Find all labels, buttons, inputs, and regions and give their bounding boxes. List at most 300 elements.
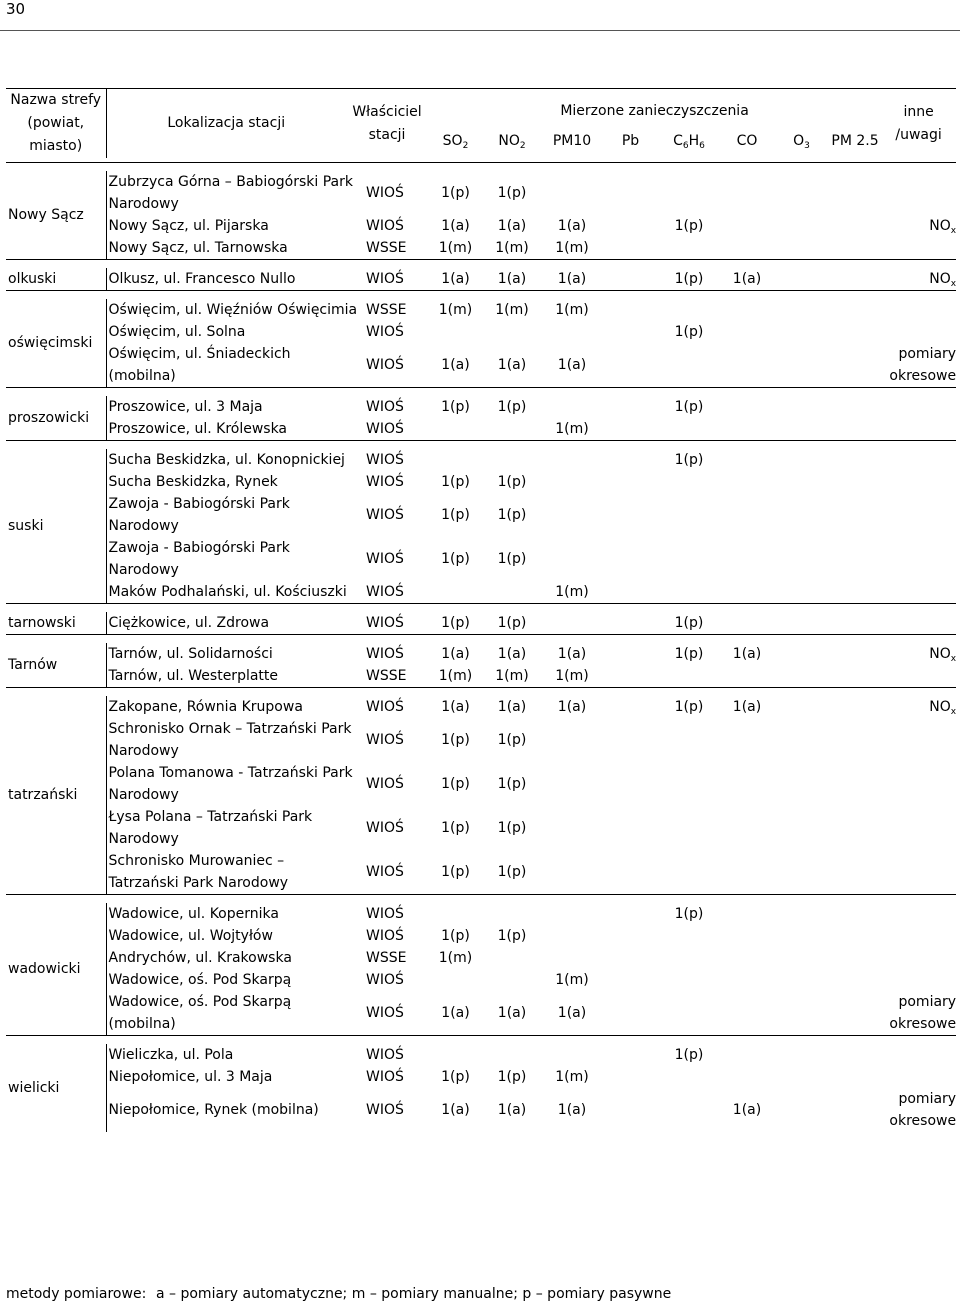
other-cell [881,581,956,604]
measure-pm10-cell [541,471,603,493]
measure-pb-cell [603,299,658,321]
owner-cell: WIOŚ [366,218,404,234]
measure-no2-cell: 1(p) [497,820,527,836]
measure-o3-cell [774,806,829,850]
measure-no2-cell: 1(p) [497,399,527,415]
measure-co-cell: 1(a) [732,271,762,287]
measure-no2-cell: 1(p) [497,185,527,201]
measure-pm25-cell [829,171,881,215]
measure-pb-cell [603,1088,658,1132]
table-row [6,718,956,762]
location-cell: Zawoja - Babiogórski Park Narodowy [108,496,290,534]
table-body [6,163,956,1133]
measure-c6h6-cell [658,418,720,441]
group-spacer [6,291,956,300]
measure-co-cell: 1(a) [732,699,762,715]
measure-no2-cell [483,321,541,343]
measure-pb-cell [603,696,658,718]
measure-c6h6-cell: 1(p) [674,906,704,922]
location-cell: Zawoja - Babiogórski Park Narodowy [108,540,290,578]
measure-pm10-cell [541,903,603,925]
measure-o3-cell [774,471,829,493]
measure-co-cell [720,396,774,418]
measure-pb-cell [603,343,658,388]
measure-pm10-cell: 1(a) [557,646,587,662]
owner-cell: WIOŚ [366,928,404,944]
measure-c6h6-cell [658,1066,720,1088]
header-location: Lokalizacja stacji [106,89,346,159]
measure-c6h6-cell: 1(p) [674,646,704,662]
location-cell: Łysa Polana – Tatrzański Park Narodowy [108,809,313,847]
measure-pm10-cell [541,947,603,969]
table-row [6,299,956,321]
table-row [6,991,956,1036]
location-cell: Oświęcim, ul. Śniadeckich (mobilna) [108,346,291,384]
measure-pm25-cell [829,718,881,762]
measure-o3-cell [774,665,829,688]
measure-no2-cell: 1(a) [497,1102,527,1118]
measure-o3-cell [774,418,829,441]
table-row [6,762,956,806]
measure-o3-cell [774,612,829,635]
measure-so2-cell [428,418,483,441]
measure-so2-cell: 1(a) [441,699,470,715]
other-cell [881,493,956,537]
owner-cell: WIOŚ [366,906,404,922]
measure-pm10-cell: 1(a) [557,271,587,287]
measure-pm25-cell [829,612,881,635]
measure-pm10-cell: 1(m) [555,1069,589,1085]
measure-co-cell [720,237,774,260]
other-cell: pomiary okresowe [889,1091,957,1129]
measure-pm10-cell [541,537,603,581]
owner-cell: WIOŚ [366,271,404,287]
measure-no2-cell [483,449,541,471]
measure-c6h6-cell [658,537,720,581]
table-row [6,237,956,260]
owner-cell: WIOŚ [366,185,404,201]
measure-no2-cell: 1(p) [497,928,527,944]
measure-o3-cell [774,696,829,718]
location-cell: Tarnów, ul. Solidarności [108,646,273,662]
location-cell: Tarnów, ul. Westerplatte [108,668,279,684]
measure-c6h6-cell: 1(p) [674,399,704,415]
district-cell: Tarnów [6,643,106,688]
measure-so2-cell: 1(p) [441,864,470,880]
measure-no2-cell: 1(m) [495,668,529,684]
measure-pm10-cell [541,321,603,343]
header-c6h6: $C_6H_6$ [673,133,705,151]
measure-pb-cell [603,903,658,925]
measure-pm25-cell [829,925,881,947]
measure-pm25-cell [829,1066,881,1088]
measure-pm10-cell [541,925,603,947]
measure-c6h6-cell [658,947,720,969]
group-spacer [6,388,956,397]
measure-o3-cell [774,1088,829,1132]
measure-no2-cell [483,903,541,925]
measure-no2-cell [483,418,541,441]
measure-no2-cell: 1(a) [497,646,527,662]
measure-pb-cell [603,612,658,635]
measure-co-cell [720,850,774,895]
table-header [6,89,956,163]
measure-pb-cell [603,396,658,418]
owner-cell: WIOŚ [366,1069,404,1085]
other-cell [881,237,956,260]
measure-pm25-cell [829,396,881,418]
measure-pm10-cell: 1(m) [555,302,589,318]
measure-o3-cell [774,493,829,537]
legend-label: metody pomiarowe: [6,1286,147,1302]
other-cell [881,718,956,762]
location-cell: Wieliczka, ul. Pola [108,1047,234,1063]
other-cell [881,850,956,895]
header-district: Nazwa strefy (powiat, miasto) [6,89,106,159]
district-cell: tarnowski [6,612,106,635]
district-cell: Nowy Sącz [6,171,106,260]
measure-so2-cell: 1(m) [438,240,473,256]
measure-co-cell [720,969,774,991]
measure-co-cell [720,612,774,635]
other-cell: pomiary okresowe [889,994,957,1032]
measure-c6h6-cell [658,665,720,688]
measure-c6h6-cell [658,718,720,762]
measure-o3-cell [774,903,829,925]
other-cell [881,449,956,471]
measure-no2-cell: 1(a) [497,218,527,234]
measure-pm10-cell: 1(a) [557,218,587,234]
measure-o3-cell [774,718,829,762]
measure-c6h6-cell [658,925,720,947]
measure-o3-cell [774,947,829,969]
measure-c6h6-cell: 1(p) [674,699,704,715]
header-pm25: PM 2.5 [831,133,879,149]
district-cell: olkuski [6,268,106,291]
header-so2: $SO_2$ [442,133,469,151]
measure-o3-cell [774,215,829,237]
measure-c6h6-cell: 1(p) [674,452,704,468]
location-cell: Nowy Sącz, ul. Pijarska [108,218,269,234]
measure-pb-cell [603,925,658,947]
measure-no2-cell [483,969,541,991]
location-cell: Sucha Beskidzka, Rynek [108,474,278,490]
location-cell: Niepołomice, Rynek (mobilna) [108,1102,319,1118]
measure-so2-cell [428,449,483,471]
measure-pm25-cell [829,947,881,969]
measure-no2-cell: 1(m) [495,240,529,256]
measure-o3-cell [774,449,829,471]
measure-pb-cell [603,1066,658,1088]
owner-cell: WSSE [366,302,407,318]
location-cell: Ciężkowice, ul. Zdrowa [108,615,270,631]
district-cell: suski [6,449,106,604]
district-cell: proszowicki [6,396,106,441]
measure-so2-cell: 1(p) [441,399,470,415]
measure-o3-cell [774,396,829,418]
other-cell [881,612,956,635]
measure-pm10-cell: 1(m) [555,240,589,256]
header-other: inne /uwagi [881,89,956,159]
owner-cell: WIOŚ [366,864,404,880]
measure-so2-cell: 1(p) [441,185,470,201]
header-co: CO [736,133,758,149]
location-cell: Zakopane, Równia Krupowa [108,699,303,715]
measure-pm10-cell [541,762,603,806]
measure-o3-cell [774,762,829,806]
measure-pm10-cell: 1(a) [557,1102,587,1118]
measure-pb-cell [603,268,658,291]
other-cell [881,171,956,215]
measure-co-cell [720,537,774,581]
measure-no2-cell [483,947,541,969]
measure-so2-cell: 1(m) [438,302,473,318]
measure-o3-cell [774,299,829,321]
measure-so2-cell: 1(p) [441,776,470,792]
measure-c6h6-cell [658,991,720,1036]
measure-co-cell [720,321,774,343]
owner-cell: WIOŚ [366,732,404,748]
header-pb: Pb [621,133,640,149]
other-cell: $NO_x$ [929,699,957,717]
owner-cell: WIOŚ [366,357,404,373]
table-row [6,696,956,718]
measure-c6h6-cell [658,237,720,260]
measure-c6h6-cell [658,850,720,895]
measure-co-cell [720,581,774,604]
location-cell: Wadowice, oś. Pod Skarpą (mobilna) [108,994,292,1032]
location-cell: Wadowice, ul. Kopernika [108,906,279,922]
table-row [6,171,956,215]
measure-co-cell [720,215,774,237]
other-cell [881,471,956,493]
measure-so2-cell [428,1044,483,1066]
measure-no2-cell: 1(a) [497,1005,527,1021]
measure-no2-cell: 1(p) [497,615,527,631]
measure-pm10-cell: 1(a) [557,1005,587,1021]
measure-pm25-cell [829,1044,881,1066]
location-cell: Andrychów, ul. Krakowska [108,950,292,966]
header-o3: $O_3$ [793,133,810,151]
district-cell: wielicki [6,1044,106,1132]
legend-text: a – pomiary automatyczne; m – pomiary manualne; p – pomiary pasywne [156,1286,672,1302]
measure-so2-cell: 1(p) [441,551,470,567]
measure-pb-cell [603,471,658,493]
measure-pb-cell [603,215,658,237]
stations-table [6,88,956,1132]
other-cell [881,418,956,441]
measure-o3-cell [774,537,829,581]
owner-cell: WIOŚ [366,452,404,468]
measure-co-cell [720,762,774,806]
measure-so2-cell: 1(p) [441,820,470,836]
other-cell: $NO_x$ [929,218,957,236]
measure-o3-cell [774,1044,829,1066]
location-cell: Maków Podhalański, ul. Kościuszki [108,584,347,600]
measure-pm10-cell: 1(m) [555,421,589,437]
measure-o3-cell [774,237,829,260]
location-cell: Proszowice, ul. 3 Maja [108,399,263,415]
measure-so2-cell: 1(a) [441,357,470,373]
table-row [6,903,956,925]
table-row [6,343,956,388]
measure-pb-cell [603,1044,658,1066]
other-cell [881,903,956,925]
measure-so2-cell: 1(m) [438,950,473,966]
measure-co-cell [720,665,774,688]
measure-pm25-cell [829,471,881,493]
measure-c6h6-cell [658,969,720,991]
table-row [6,643,956,665]
group-spacer [6,635,956,644]
measure-so2-cell: 1(p) [441,474,470,490]
measure-pm25-cell [829,418,881,441]
owner-cell: WIOŚ [366,820,404,836]
measure-so2-cell: 1(p) [441,507,470,523]
measure-o3-cell [774,643,829,665]
measure-pm10-cell [541,493,603,537]
top-rule [0,30,960,31]
location-cell: Schronisko Ornak – Tatrzański Park Narodowy [108,721,352,759]
measure-so2-cell [428,321,483,343]
location-cell: Olkusz, ul. Francesco Nullo [108,271,296,287]
owner-cell: WIOŚ [366,972,404,988]
measure-so2-cell: 1(p) [441,928,470,944]
owner-cell: WIOŚ [366,324,404,340]
measure-so2-cell: 1(p) [441,732,470,748]
owner-cell: WSSE [366,668,407,684]
other-cell [881,1044,956,1066]
measure-co-cell [720,1044,774,1066]
table-row [6,471,956,493]
measure-c6h6-cell: 1(p) [674,1047,704,1063]
other-cell [881,299,956,321]
measure-no2-cell: 1(p) [497,1069,527,1085]
measure-o3-cell [774,1066,829,1088]
group-spacer [6,441,956,450]
group-spacer [6,688,956,697]
measure-pb-cell [603,418,658,441]
owner-cell: WSSE [366,240,407,256]
table-row [6,1066,956,1088]
table-row [6,665,956,688]
measure-pb-cell [603,449,658,471]
measure-c6h6-cell [658,581,720,604]
table-row [6,493,956,537]
measure-o3-cell [774,991,829,1036]
table-row [6,449,956,471]
owner-cell: WIOŚ [366,699,404,715]
measure-no2-cell: 1(p) [497,776,527,792]
measure-c6h6-cell: 1(p) [674,615,704,631]
location-cell: Proszowice, ul. Królewska [108,421,288,437]
header-measured: Mierzone zanieczyszczenia [428,89,881,126]
owner-cell: WIOŚ [366,615,404,631]
measure-pb-cell [603,762,658,806]
measure-co-cell [720,449,774,471]
measure-co-cell [720,171,774,215]
measure-no2-cell: 1(p) [497,864,527,880]
measure-c6h6-cell [658,1088,720,1132]
location-cell: Niepołomice, ul. 3 Maja [108,1069,273,1085]
location-cell: Wadowice, ul. Wojtyłów [108,928,273,944]
measure-co-cell [720,299,774,321]
other-cell: $NO_x$ [929,646,957,664]
measure-o3-cell [774,581,829,604]
measure-co-cell [720,947,774,969]
measure-pm10-cell: 1(m) [555,972,589,988]
measure-co-cell [720,418,774,441]
measure-pm25-cell [829,643,881,665]
table-row [6,925,956,947]
location-cell: Polana Tomanowa - Tatrzański Park Narodowy [108,765,353,803]
measure-pm10-cell [541,171,603,215]
measure-so2-cell: 1(a) [441,218,470,234]
measure-o3-cell [774,343,829,388]
table-row [6,418,956,441]
table-row [6,969,956,991]
owner-cell: WIOŚ [366,1005,404,1021]
owner-cell: WIOŚ [366,507,404,523]
table-row [6,396,956,418]
measure-pm25-cell [829,762,881,806]
measure-so2-cell: 1(p) [441,615,470,631]
measure-so2-cell: 1(a) [441,271,470,287]
measure-pb-cell [603,643,658,665]
measure-pm25-cell [829,903,881,925]
measure-pm25-cell [829,1088,881,1132]
measure-pm25-cell [829,268,881,291]
measure-pm10-cell: 1(a) [557,357,587,373]
measure-pb-cell [603,969,658,991]
location-cell: Schronisko Murowaniec – Tatrzański Park Narodowy [108,853,289,891]
measure-c6h6-cell: 1(p) [674,324,704,340]
measure-so2-cell: 1(m) [438,668,473,684]
measure-so2-cell [428,969,483,991]
measure-c6h6-cell [658,171,720,215]
measure-pb-cell [603,171,658,215]
header-no2: $NO_2$ [498,133,526,151]
owner-cell: WIOŚ [366,551,404,567]
measure-pm25-cell [829,537,881,581]
measure-co-cell [720,903,774,925]
table-row [6,537,956,581]
district-cell: tatrzański [6,696,106,895]
other-cell [881,762,956,806]
owner-cell: WIOŚ [366,421,404,437]
measure-co-cell [720,806,774,850]
location-cell: Oświęcim, ul. Więźniów Oświęcimia [108,302,358,318]
measure-pm10-cell [541,449,603,471]
district-cell: wadowicki [6,903,106,1036]
table-row [6,581,956,604]
measure-c6h6-cell [658,493,720,537]
location-cell: Sucha Beskidzka, ul. Konopnickiej [108,452,345,468]
measure-pm10-cell: 1(a) [557,699,587,715]
owner-cell: WIOŚ [366,646,404,662]
measure-pb-cell [603,665,658,688]
table-row [6,215,956,237]
measure-c6h6-cell [658,806,720,850]
measure-no2-cell: 1(p) [497,732,527,748]
measure-pm25-cell [829,696,881,718]
measure-pb-cell [603,537,658,581]
measure-c6h6-cell: 1(p) [674,271,704,287]
measure-pm25-cell [829,449,881,471]
measure-co-cell [720,991,774,1036]
owner-cell: WIOŚ [366,399,404,415]
table-row [6,268,956,291]
